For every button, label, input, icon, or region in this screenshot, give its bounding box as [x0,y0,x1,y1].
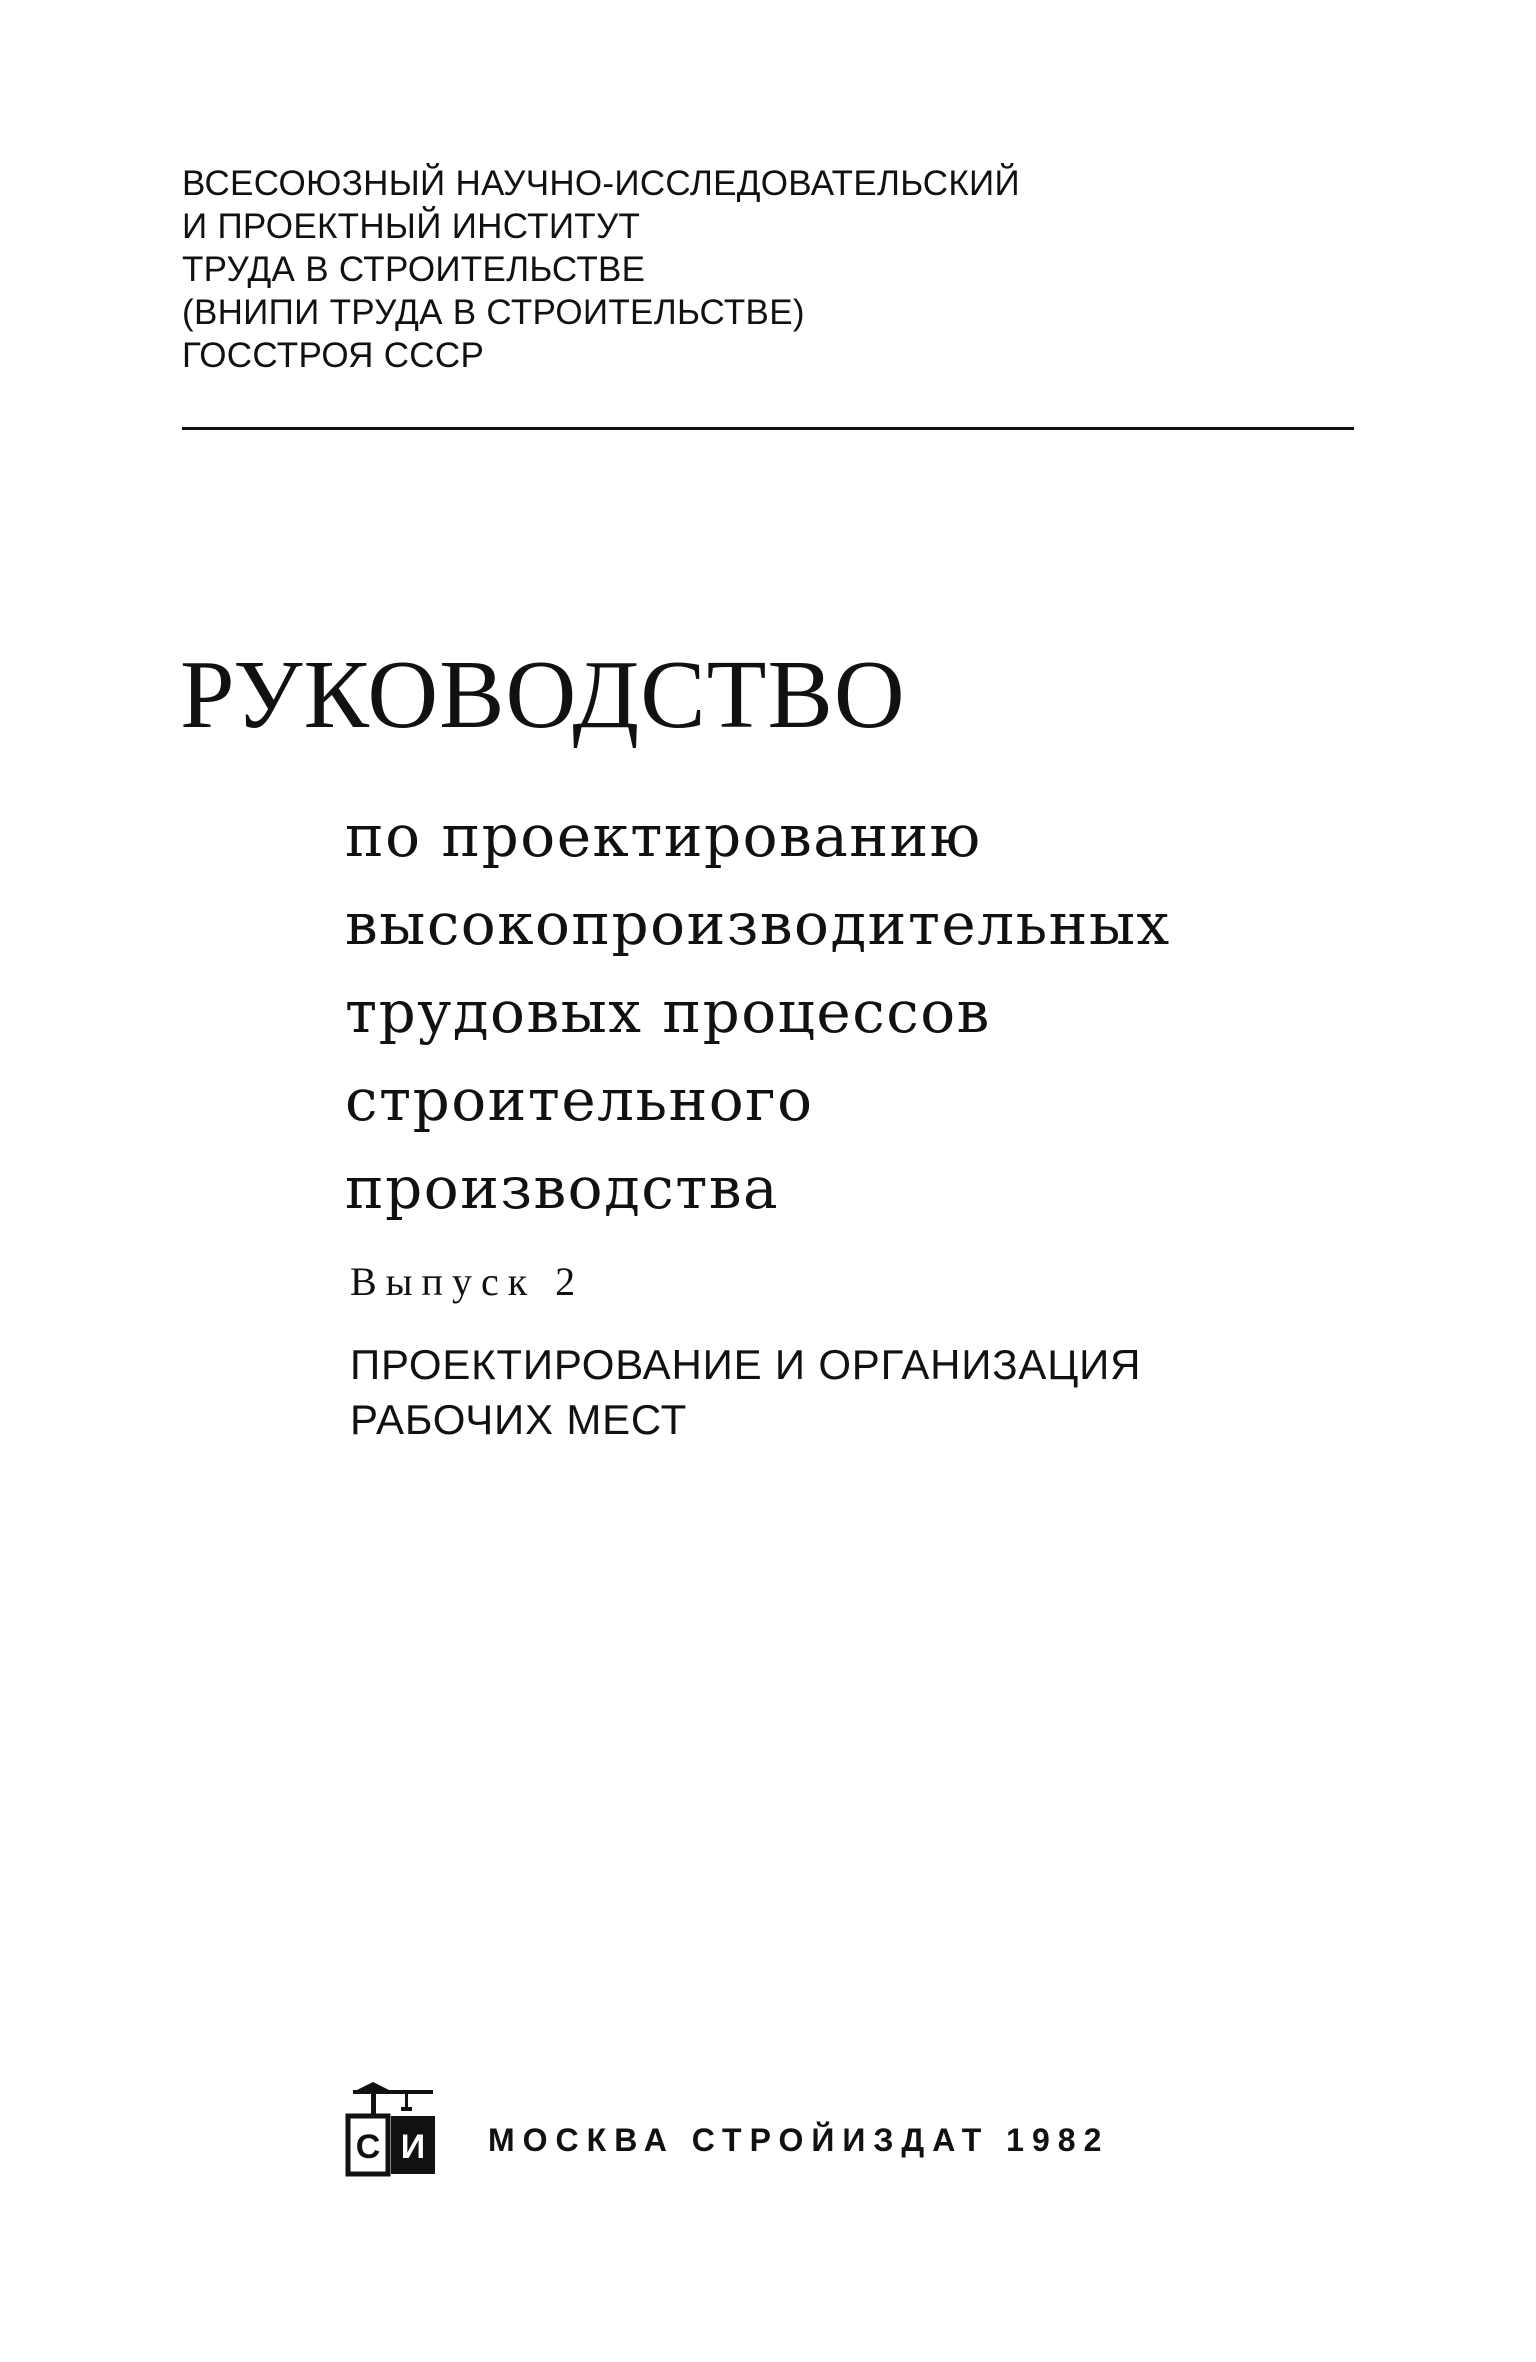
document-title: РУКОВОДСТВО [180,641,906,749]
institution-line: ГОССТРОЯ СССР [182,336,485,375]
institution-line: ВСЕСОЮЗНЫЙ НАУЧНО-ИССЛЕДОВАТЕЛЬСКИЙ [182,164,1020,203]
institution-line: (ВНИПИ ТРУДА В СТРОИТЕЛЬСТВЕ) [182,293,805,332]
stroyizdat-crane-logo-icon [345,2078,440,2178]
institution-line: ТРУДА В СТРОИТЕЛЬСТВЕ [182,250,646,289]
subtitle-line: производства [345,1154,780,1222]
subtitle-line: высокопроизводительных [345,890,1171,958]
document-subtitle [345,792,1445,1232]
issue-section-title [350,1337,1450,1447]
institution-block [182,162,1362,377]
issue-number: Выпуск 2 [350,1259,585,1304]
subtitle-line: по проектированию [345,802,982,870]
subtitle-line: строительного [345,1066,814,1134]
horizontal-divider [182,427,1354,430]
section-title-line: ПРОЕКТИРОВАНИЕ И ОРГАНИЗАЦИЯ [350,1341,1142,1388]
institution-line: И ПРОЕКТНЫЙ ИНСТИТУТ [182,207,641,246]
subtitle-line: трудовых процессов [345,978,991,1046]
publisher-line: МОСКВА СТРОЙИЗДАТ 1982 [488,2122,1110,2158]
section-title-line: РАБОЧИХ МЕСТ [350,1396,688,1443]
logo-letter-s: С [355,2128,381,2166]
publisher-imprint [345,2078,1245,2178]
logo-letter-i: И [400,2128,426,2166]
